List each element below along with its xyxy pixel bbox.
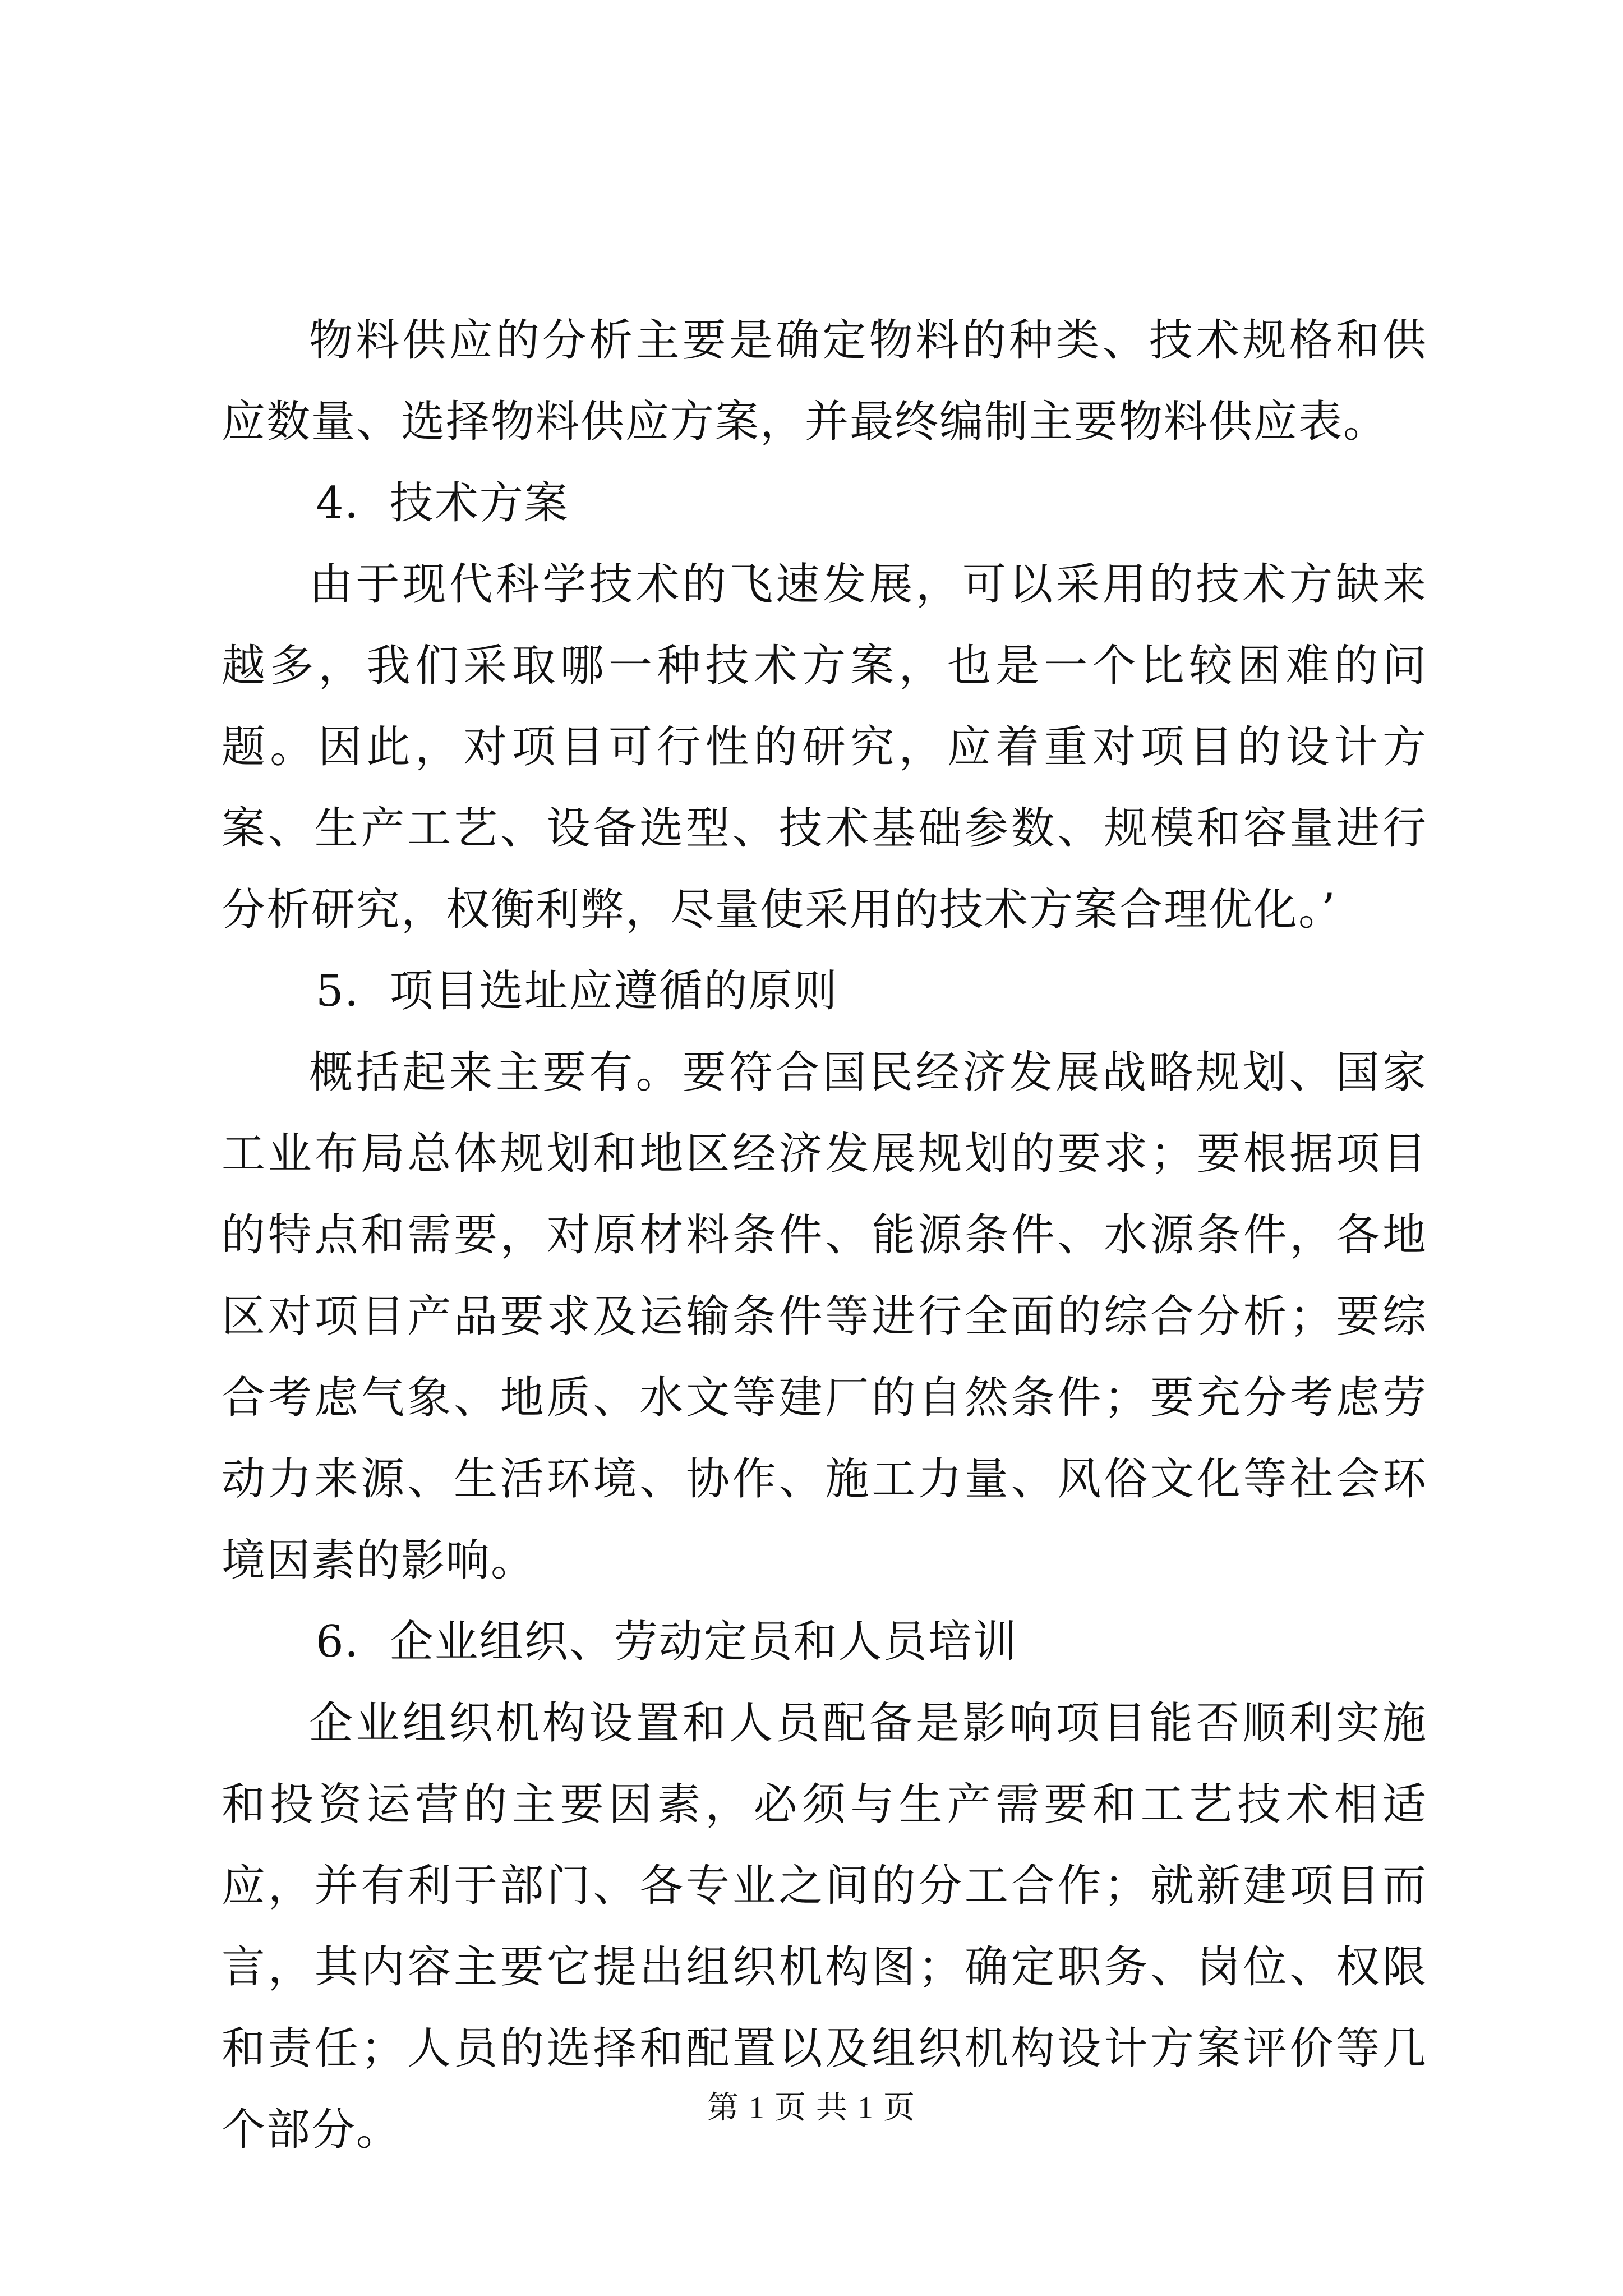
paragraph-organization-staffing: 企业组织机构设置和人员配备是影响项目能否顺利实施和投资运营的主要因素，必须与生产需要和工艺技术相适应，并有利于部门、各专业之间的分工合作；就新建项目而言，其内容主要它提出组织机构图；确定职务、岗位、权限和责任；人员的选择和配置以及组织机构设计方案评价等几个部分。 (222, 1698, 1427, 2155)
page-number-footer: 第 1 页 共 1 页 (707, 2091, 916, 2125)
heading-technical-plan: 4．技术方案 (316, 478, 569, 528)
paragraph-technical-plan: 由于现代科学技术的飞速发展，可以采用的技术方缺来越多，我们采取哪一种技术方案，也是一个比较困难的问题。因此，对项目可行性的研究，应着重对项目的设计方案、生产工艺、设备选型、技术基础参数、规模和容量进行分析研究，权衡利弊，尽量使采用的技术方案合理优化。’ (222, 559, 1427, 935)
heading-organization-staffing: 6．企业组织、劳动定员和人员培训 (316, 1617, 1018, 1667)
paragraph-material-supply: 物料供应的分析主要是确定物料的种类、技术规格和供应数量、选择物料供应方案，并最终编制主要物料供应表。 (222, 315, 1427, 447)
document-body (222, 300, 1427, 2171)
heading-site-selection: 5．项目选址应遵循的原则 (316, 966, 838, 1016)
paragraph-site-selection: 概括起来主要有。要符合国民经济发展战略规划、国家工业布局总体规划和地区经济发展规划的要求；要根据项目的特点和需要，对原材料条件、能源条件、水源条件，各地区对项目产品要求及运输条件等进行全面的综合分析；要综合考虑气象、地质、水文等建厂的自然条件；要充分考虑劳动力来源、生活环境、协作、施工力量、风俗文化等社会环境因素的影响。 (222, 1047, 1427, 1586)
